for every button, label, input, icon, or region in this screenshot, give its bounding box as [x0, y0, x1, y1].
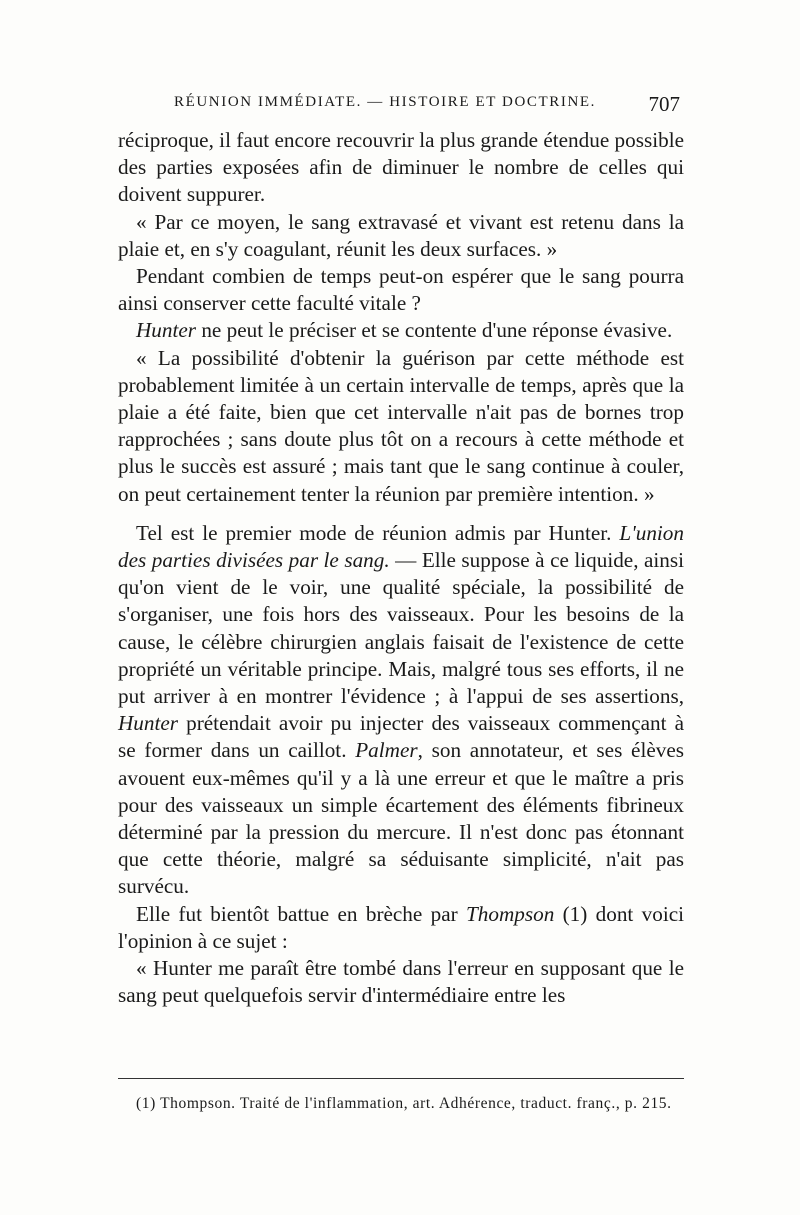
footnote [118, 1092, 684, 1116]
footnote-divider [118, 1078, 684, 1079]
page-number: 707 [648, 92, 680, 116]
text-run: (1) dont voici l'opinion à ce sujet : [118, 901, 684, 953]
paragraph [118, 955, 684, 1009]
paragraph [118, 901, 684, 955]
text-run: , son annotateur, et ses élèves avouent eux-mêmes qu'il y a là une erreur et que le maître a pris pour des vaisseaux un simple écartement des éléments fibrineux déterminé par la pression du mercure. Il n'est donc pas étonnant que cette théorie, malgré sa séduisante simplicité, n'ait pas survécu. [118, 738, 684, 899]
text-run: — Elle suppose à ce liquide, ainsi qu'on vient de le voir, une qualité spéciale, la possibilité de s'organiser, une fois hors des vaisseaux. Pour les besoins de la cause, le célèbre chirurgien anglais faisait de l'existence de cette propriété un véritable principe. Mais, malgré tous ses efforts, il ne put arriver à en montrer l'évidence ; à l'appui de ses assertions, [118, 548, 685, 709]
running-header [170, 92, 680, 118]
author-name: Thompson [466, 901, 555, 926]
text-run: « Hunter me paraît être tombé dans l'erreur en supposant que le sang peut quelquefois servir d'intermédiaire entre les [118, 956, 684, 1008]
footnote-text: (1) Thompson. Traité de l'inflammation, art. Adhérence, traduct. franç., p. 215. [136, 1095, 672, 1112]
text-run: Tel est le premier mode de réunion admis par Hunter. [136, 520, 620, 545]
paragraph [118, 520, 684, 901]
text-run: ne peut le préciser et se contente d'une réponse évasive. [196, 318, 673, 343]
paragraph [118, 317, 684, 344]
text-run: Elle fut bientôt battue en brèche par [136, 901, 466, 926]
text-run: prétendait avoir pu injecter des vaisseaux commençant à se former dans un caillot. [118, 711, 684, 763]
author-name: Palmer [355, 738, 418, 763]
paragraph [118, 209, 684, 263]
main-text [118, 127, 684, 1010]
paragraph [118, 345, 684, 508]
text-run: « La possibilité d'obtenir la guérison par cette méthode est probablement limitée à un certain intervalle de temps, après que la plaie a été faite, bien que cet intervalle n'ait pas de bornes trop rapprochées ; sans doute plus tôt on a recours à cette méthode et plus le succès est assuré ; mais tant que le sang continue à couler, on peut certainement tenter la réunion par première intention. » [118, 345, 684, 506]
text-run: réciproque, il faut encore recouvrir la plus grande étendue possible des parties exposées afin de diminuer le nombre de celles qui doivent suppurer. [118, 128, 684, 207]
paragraph [118, 127, 684, 209]
italic-heading: L'union des parties divisées par le sang. [118, 520, 684, 573]
author-name: Hunter [118, 711, 179, 736]
author-name: Hunter [136, 318, 197, 343]
text-run: Pendant combien de temps peut-on espérer que le sang pourra ainsi conserver cette faculté vitale ? [118, 264, 684, 316]
running-title: RÉUNION IMMÉDIATE. — HISTOIRE ET DOCTRINE. [174, 94, 597, 110]
text-run: « Par ce moyen, le sang extravasé et vivant est retenu dans la plaie et, en s'y coagulant, réunit les deux surfaces. » [118, 209, 684, 261]
paragraph [118, 263, 684, 317]
